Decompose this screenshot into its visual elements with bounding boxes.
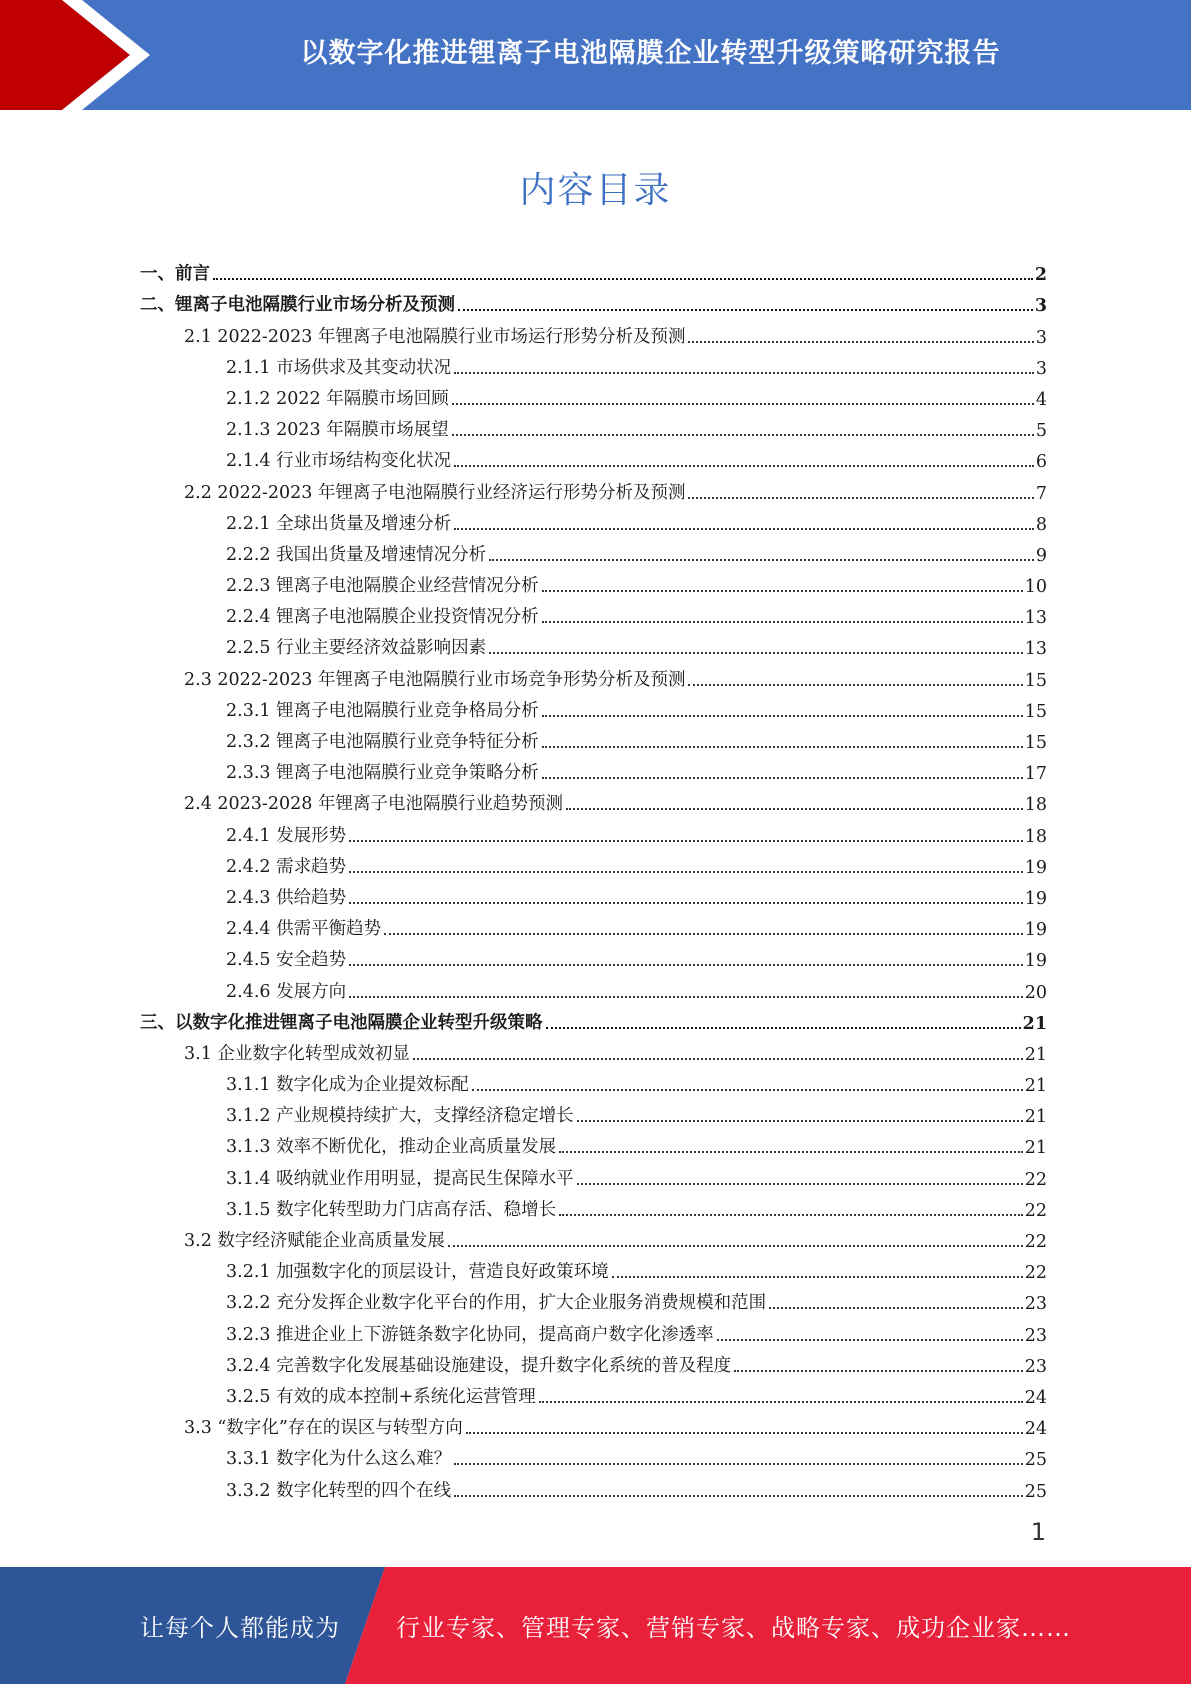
footer-slogan-left: 让每个人都能成为: [140, 1614, 340, 1642]
toc-entry[interactable]: [140, 566, 1047, 597]
toc-entry[interactable]: [140, 441, 1047, 472]
toc-entry[interactable]: [140, 1314, 1047, 1345]
toc-entry-page: 15: [1024, 733, 1047, 753]
toc-entry-label: 2.2.4 锂离子电池隔膜企业投资情况分析: [226, 607, 539, 628]
toc-entry-label: 2.4.2 需求趋势: [226, 856, 347, 877]
toc-entry-label: 一、前言: [140, 264, 210, 285]
toc-entry-page: 18: [1024, 826, 1047, 847]
report-title: 以数字化推进锂离子电池隔膜企业转型升级策略研究报告: [300, 37, 1001, 69]
toc-entry[interactable]: [140, 1127, 1047, 1158]
toc-entry-page: 4: [1035, 389, 1047, 410]
toc-entry-page: 5: [1035, 421, 1047, 442]
toc-dot-leader: [688, 496, 1033, 499]
toc-entry-label: 2.4.3 供给趋势: [226, 887, 347, 908]
toc-entry-label: 2.2.2 我国出货量及增速情况分析: [226, 544, 487, 565]
toc-dot-leader: [349, 995, 1023, 998]
toc-entry[interactable]: [140, 1003, 1047, 1034]
toc-entry-label: 2.2.3 锂离子电池隔膜企业经营情况分析: [226, 576, 539, 597]
toc-entry[interactable]: [140, 535, 1047, 566]
toc-entry-label: 2.1.3 2023 年隔膜市场展望: [226, 420, 449, 441]
toc-dot-leader: [559, 1213, 1023, 1216]
toc-entry-label: 3.2.4 完善数字化发展基础设施建设，提升数字化系统的普及程度: [226, 1355, 732, 1376]
toc-entry-page: 8: [1035, 514, 1047, 535]
toc-entry[interactable]: [140, 1065, 1047, 1096]
toc-dot-leader: [413, 1057, 1023, 1060]
toc-entry-label: 2.3.2 锂离子电池隔膜行业竞争特征分析: [226, 732, 539, 752]
toc-dot-leader: [717, 1338, 1023, 1341]
toc-dot-leader: [349, 963, 1023, 966]
toc-entry[interactable]: [140, 784, 1047, 815]
toc-entry[interactable]: [140, 1034, 1047, 1065]
toc-entry[interactable]: [140, 1346, 1047, 1377]
toc-entry[interactable]: [140, 1221, 1047, 1252]
toc-entry[interactable]: [140, 1439, 1047, 1470]
page-number: 1: [1030, 1518, 1046, 1546]
toc-entry-page: 21: [1024, 1076, 1047, 1097]
toc-entry-page: 19: [1024, 888, 1047, 909]
toc-entry-page: 15: [1024, 701, 1047, 722]
toc-entry-label: 2.1.4 行业市场结构变化状况: [226, 451, 452, 472]
toc-dot-leader: [213, 277, 1033, 280]
toc-dot-leader: [546, 1026, 1021, 1029]
toc-entry-page: 2: [1034, 265, 1047, 286]
toc-dot-leader: [769, 1306, 1023, 1309]
toc-dot-leader: [542, 714, 1023, 717]
toc-entry[interactable]: [140, 1283, 1047, 1314]
toc-entry-page: 24: [1024, 1387, 1047, 1408]
toc-entry[interactable]: [140, 410, 1047, 441]
toc-entry[interactable]: [140, 909, 1047, 940]
toc-entry[interactable]: [140, 597, 1047, 628]
toc-entry-page: 22: [1024, 1200, 1047, 1221]
toc-dot-leader: [454, 1462, 1023, 1465]
toc-entry[interactable]: [140, 659, 1047, 690]
toc-dot-leader: [577, 1182, 1023, 1185]
toc-entry-page: 21: [1024, 1107, 1047, 1128]
toc-entry-page: 21: [1022, 1013, 1047, 1034]
toc-entry-label: 3.1.4 吸纳就业作用明显，提高民生保障水平: [226, 1168, 574, 1189]
toc-dot-leader: [542, 620, 1023, 623]
toc-entry[interactable]: [140, 1190, 1047, 1221]
toc-entry[interactable]: [140, 878, 1047, 909]
toc-dot-leader: [454, 371, 1034, 374]
toc-entry-page: 22: [1024, 1263, 1047, 1284]
toc-entry-label: 2.3.3 锂离子电池隔膜行业竞争策略分析: [226, 763, 539, 784]
toc-entry-page: 25: [1024, 1481, 1047, 1502]
toc-entry-label: 3.1.1 数字化成为企业提效标配: [226, 1075, 469, 1096]
toc-dot-leader: [489, 651, 1023, 654]
toc-entry-label: 2.4.6 发展方向: [226, 981, 347, 1002]
toc-entry-label: 3.1.5 数字化转型助力门店高存活、稳增长: [226, 1199, 557, 1220]
toc-entry-label: 2.2.1 全球出货量及增速分析: [226, 513, 452, 534]
toc-entry-page: 3: [1035, 327, 1047, 348]
toc-entry-label: 3.2.2 充分发挥企业数字化平台的作用，扩大企业服务消费规模和范围: [226, 1293, 767, 1314]
toc-dot-leader: [466, 1431, 1023, 1434]
footer-slogan-right: 行业专家、管理专家、营销专家、战略专家、成功企业家……: [396, 1614, 1071, 1642]
toc-entry-label: 3.3 “数字化”存在的误区与转型方向: [184, 1418, 463, 1439]
toc-entry[interactable]: [140, 1096, 1047, 1127]
table-of-contents: [140, 254, 1047, 1502]
toc-dot-leader: [688, 683, 1022, 686]
toc-entry-page: 23: [1024, 1356, 1047, 1377]
toc-entry-page: 19: [1024, 951, 1047, 972]
toc-entry-label: 3.1 企业数字化转型成效初显: [184, 1043, 410, 1064]
toc-dot-leader: [472, 1088, 1023, 1091]
toc-entry-label: 三、以数字化推进锂离子电池隔膜企业转型升级策略: [140, 1012, 543, 1033]
toc-entry[interactable]: [140, 348, 1047, 379]
toc-entry-label: 2.4 2023-2028 年锂离子电池隔膜行业趋势预测: [184, 794, 563, 815]
toc-entry[interactable]: [140, 628, 1047, 659]
toc-entry-page: 7: [1035, 483, 1047, 504]
toc-dot-leader: [734, 1369, 1023, 1372]
toc-dot-leader: [612, 1275, 1023, 1278]
toc-entry-page: 20: [1024, 982, 1047, 1003]
toc-dot-leader: [349, 901, 1023, 904]
toc-entry-page: 24: [1024, 1419, 1047, 1440]
toc-entry-page: 21: [1024, 1044, 1047, 1065]
toc-dot-leader: [349, 839, 1023, 842]
toc-entry-label: 2.1 2022-2023 年锂离子电池隔膜行业市场运行形势分析及预测: [184, 326, 686, 347]
toc-entry-label: 2.4.4 供需平衡趋势: [226, 919, 382, 940]
toc-entry[interactable]: [140, 753, 1047, 784]
toc-entry-label: 2.3.1 锂离子电池隔膜行业竞争格局分析: [226, 700, 539, 721]
toc-entry-label: 二、锂离子电池隔膜行业市场分析及预测: [140, 295, 455, 316]
toc-entry-label: 2.4.1 发展形势: [226, 825, 347, 846]
toc-dot-leader: [384, 932, 1023, 935]
toc-entry-label: 3.1.2 产业规模持续扩大，支撑经济稳定增长: [226, 1106, 574, 1127]
toc-entry[interactable]: [140, 316, 1047, 347]
toc-entry-label: 3.2.1 加强数字化的顶层设计，营造良好政策环境: [226, 1262, 609, 1283]
toc-entry-page: 21: [1024, 1138, 1047, 1159]
toc-entry-page: 23: [1024, 1294, 1047, 1315]
toc-dot-leader: [559, 1150, 1023, 1153]
toc-dot-leader: [454, 464, 1034, 467]
page-footer: [0, 1567, 1191, 1684]
toc-dot-leader: [542, 589, 1023, 592]
toc-entry[interactable]: [140, 722, 1047, 753]
toc-dot-leader: [452, 433, 1034, 436]
toc-entry[interactable]: [140, 691, 1047, 722]
toc-entry-page: 9: [1035, 545, 1047, 566]
toc-entry-page: 19: [1024, 857, 1047, 878]
page-header: [0, 0, 1191, 110]
toc-entry[interactable]: [140, 847, 1047, 878]
toc-title: 内容目录: [519, 170, 672, 211]
toc-entry[interactable]: [140, 971, 1047, 1002]
toc-entry-page: 13: [1024, 608, 1047, 629]
toc-entry-page: 15: [1024, 670, 1047, 691]
toc-entry-page: 3: [1035, 358, 1047, 379]
toc-entry-page: 13: [1024, 639, 1047, 660]
toc-entry-page: 25: [1024, 1450, 1047, 1471]
toc-entry[interactable]: [140, 1408, 1047, 1439]
toc-entry[interactable]: [140, 1377, 1047, 1408]
toc-entry-page: 22: [1024, 1232, 1047, 1252]
toc-entry-label: 2.1.1 市场供求及其变动状况: [226, 357, 452, 378]
toc-entry-label: 3.3.2 数字化转型的四个在线: [226, 1480, 452, 1501]
toc-dot-leader: [542, 745, 1023, 748]
toc-entry-page: 10: [1024, 577, 1047, 598]
toc-entry-page: 23: [1024, 1325, 1047, 1346]
toc-entry-label: 3.2.5 有效的成本控制+系统化运营管理: [226, 1386, 536, 1407]
toc-dot-leader: [688, 340, 1033, 343]
toc-dot-leader: [452, 402, 1034, 405]
toc-dot-leader: [448, 1244, 1023, 1247]
toc-entry-label: 2.2 2022-2023 年锂离子电池隔膜行业经济运行形势分析及预测: [184, 482, 686, 503]
toc-entry[interactable]: [140, 254, 1047, 285]
toc-entry[interactable]: [140, 472, 1047, 503]
toc-entry-label: 3.1.3 效率不断优化，推动企业高质量发展: [226, 1137, 557, 1158]
toc-dot-leader: [454, 527, 1034, 530]
toc-dot-leader: [566, 807, 1023, 810]
toc-dot-leader: [542, 776, 1023, 779]
toc-entry[interactable]: [140, 1158, 1047, 1189]
toc-entry[interactable]: [140, 940, 1047, 971]
toc-entry-label: 3.2.3 推进企业上下游链条数字化协同，提高商户数字化渗透率: [226, 1324, 714, 1345]
toc-entry-page: 6: [1035, 452, 1047, 473]
toc-entry[interactable]: [140, 504, 1047, 535]
toc-entry[interactable]: [140, 379, 1047, 410]
toc-entry[interactable]: [140, 815, 1047, 846]
toc-dot-leader: [349, 870, 1023, 873]
toc-dot-leader: [454, 1494, 1023, 1497]
toc-entry[interactable]: [140, 285, 1047, 316]
toc-dot-leader: [577, 1119, 1023, 1122]
toc-entry-label: 2.3 2022-2023 年锂离子电池隔膜行业市场竞争形势分析及预测: [184, 669, 686, 690]
toc-entry-page: 22: [1024, 1169, 1047, 1190]
toc-dot-leader: [458, 308, 1033, 311]
toc-dot-leader: [489, 558, 1034, 561]
toc-entry-page: 19: [1024, 920, 1047, 941]
toc-entry-label: 3.2 数字经济赋能企业高质量发展: [184, 1231, 445, 1251]
toc-entry-page: 18: [1024, 795, 1047, 816]
toc-entry-label: 2.4.5 安全趋势: [226, 950, 347, 971]
toc-entry[interactable]: [140, 1252, 1047, 1283]
toc-entry-label: 2.2.5 行业主要经济效益影响因素: [226, 638, 487, 659]
toc-entry-label: 2.1.2 2022 年隔膜市场回顾: [226, 388, 449, 409]
toc-entry-page: 3: [1034, 296, 1047, 317]
toc-dot-leader: [539, 1400, 1023, 1403]
toc-entry-label: 3.3.1 数字化为什么这么难？: [226, 1449, 452, 1470]
toc-entry[interactable]: [140, 1470, 1047, 1501]
toc-entry-page: 17: [1024, 764, 1047, 785]
